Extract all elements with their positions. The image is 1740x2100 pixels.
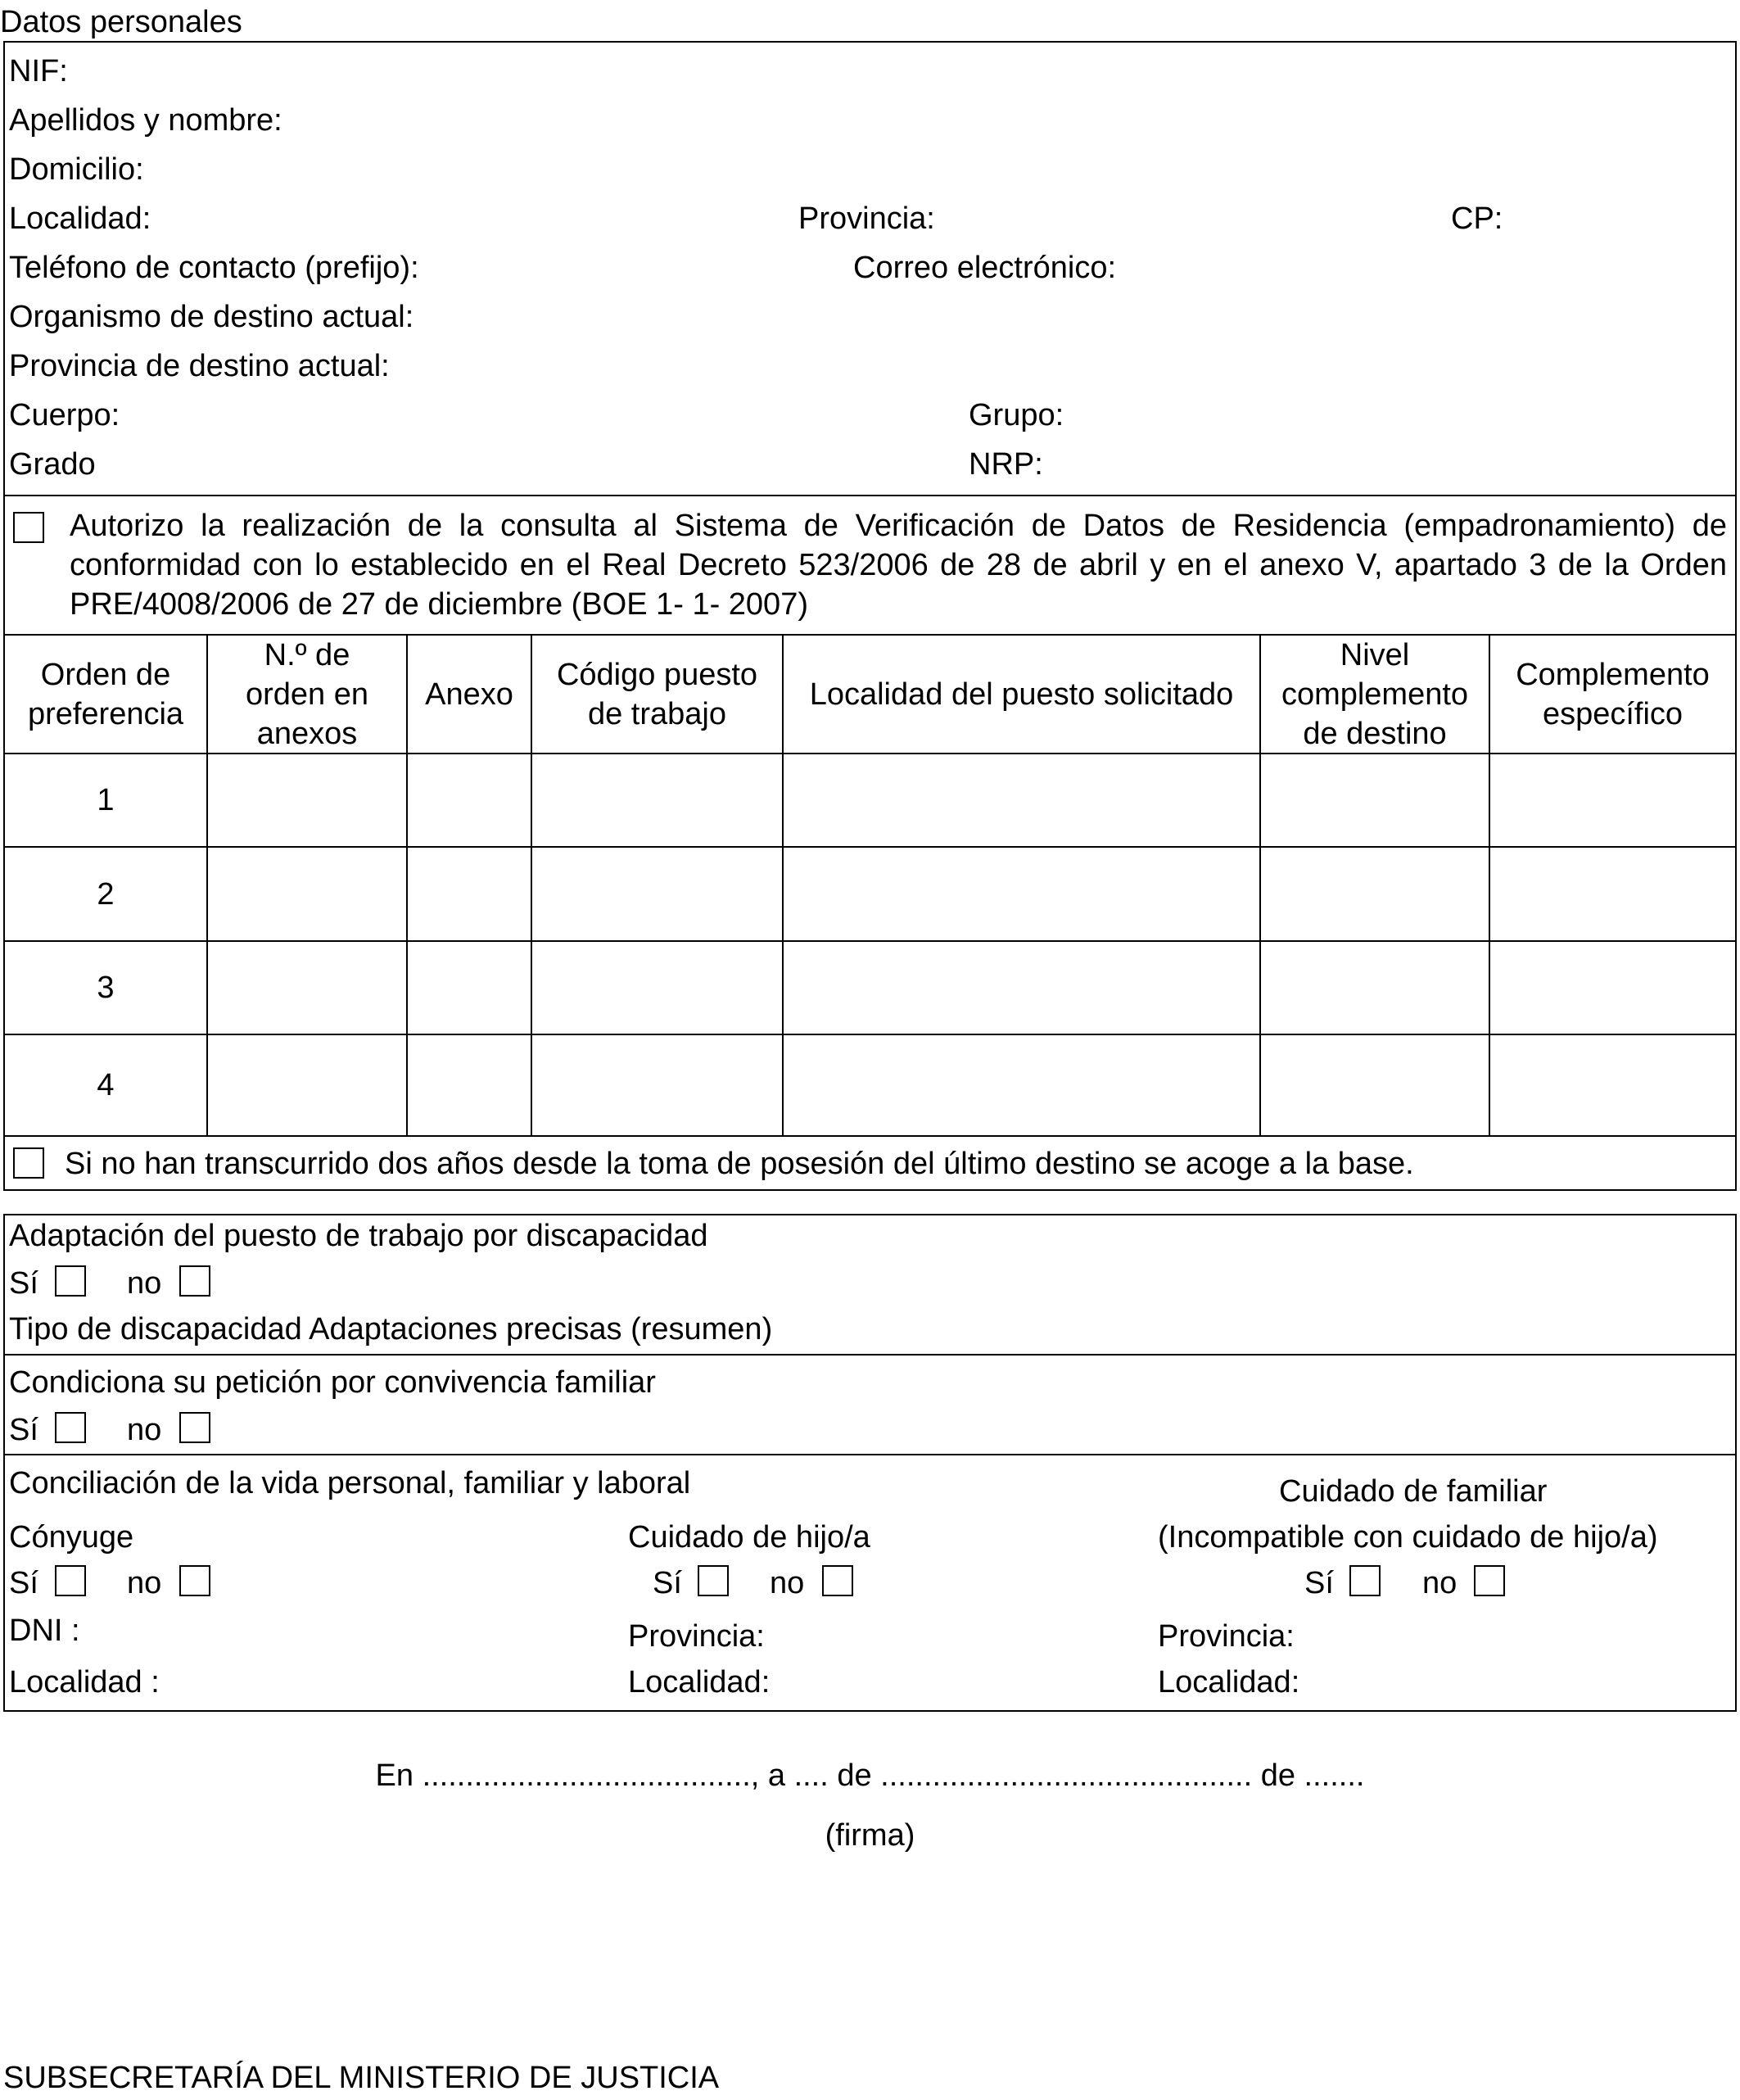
consent-text: Autorizo la realización de la consulta al Sistema de Verificación de Datos de Residencia (empadronamiento) de conformidad con lo establecido en el Real Decreto 523/2006 de 28 de abril y en el anexo V, apartado 3 de la Orden PRE/4008/2006 de 27 de diciembre (BOE 1- 1- 2007) [70, 509, 1727, 622]
conciliacion-title: Conciliación de la vida personal, familiar y laboral [9, 1466, 691, 1500]
hijo-provincia-label: Provincia: [628, 1619, 765, 1654]
adaptacion-title: Adaptación del puesto de trabajo por discapacidad [9, 1219, 708, 1253]
dni-label: DNI : [9, 1613, 80, 1648]
hijo-no-label: no [770, 1566, 805, 1600]
condiciona-si-checkbox[interactable] [55, 1412, 86, 1443]
lower-divider [3, 1354, 1737, 1355]
conyuge-si-label: Sí [9, 1566, 38, 1600]
hijo-localidad-label: Localidad: [628, 1665, 771, 1699]
table-row-divider [3, 846, 1737, 848]
table-header-complemento: Complemento específico [1516, 657, 1710, 731]
lower-box [3, 1214, 1737, 1712]
signature-line: En ......................................, a .... de ........................................... de ....... [375, 1758, 1365, 1793]
table-row-number: 2 [97, 876, 115, 912]
table-header-nivel: Nivel complemento de destino [1281, 637, 1469, 751]
familiar-sub: (Incompatible con cuidado de hijo/a) [1158, 1520, 1658, 1555]
table-header-orden: Orden de preferencia [27, 657, 184, 731]
familiar-si-checkbox[interactable] [1349, 1565, 1381, 1596]
table-header-anexo: Anexo [425, 677, 513, 712]
base-text: Si no han transcurrido dos años desde la toma de posesión del último destino se acoge a la base. [65, 1147, 1414, 1181]
condiciona-title: Condiciona su petición por convivencia familiar [9, 1365, 656, 1400]
conyuge-no-checkbox[interactable] [179, 1565, 210, 1596]
firma-label: (firma) [825, 1818, 915, 1853]
consent-checkbox[interactable] [13, 512, 44, 543]
adaptacion-no-label: no [127, 1266, 162, 1301]
telefono-label: Teléfono de contacto (prefijo): [9, 251, 419, 285]
table-row-divider [3, 1034, 1737, 1035]
apellidos-label: Apellidos y nombre: [9, 103, 282, 138]
footer-text: SUBSECRETARÍA DEL MINISTERIO DE JUSTICIA [3, 2061, 720, 2095]
familiar-title: Cuidado de familiar [1279, 1474, 1548, 1509]
adaptacion-no-checkbox[interactable] [179, 1265, 210, 1297]
familiar-no-label: no [1422, 1566, 1458, 1600]
table-header-numero: N.º de orden en anexos [245, 637, 368, 751]
table-row-number: 1 [97, 783, 115, 817]
condiciona-si-label: Sí [9, 1413, 38, 1447]
section-title: Datos personales [0, 5, 242, 39]
adaptacion-si-checkbox[interactable] [55, 1265, 86, 1297]
base-checkbox[interactable] [13, 1147, 44, 1179]
familiar-provincia-label: Provincia: [1158, 1619, 1295, 1654]
table-row-number: 4 [97, 1068, 115, 1102]
grupo-label: Grupo: [969, 398, 1064, 432]
familiar-localidad-label: Localidad: [1158, 1665, 1300, 1699]
conyuge-label: Cónyuge [9, 1520, 134, 1555]
conyuge-no-label: no [127, 1566, 162, 1600]
hijo-label: Cuidado de hijo/a [628, 1520, 870, 1555]
hijo-si-checkbox[interactable] [698, 1565, 729, 1596]
nif-label: NIF: [9, 54, 68, 88]
provincia-label: Provincia: [798, 201, 935, 236]
grado-label: Grado [9, 447, 96, 482]
conyuge-localidad-label: Localidad : [9, 1665, 160, 1699]
cuerpo-label: Cuerpo: [9, 398, 120, 432]
provincia-destino-label: Provincia de destino actual: [9, 349, 390, 383]
table-header-localidad: Localidad del puesto solicitado [809, 677, 1234, 712]
table-row-divider [3, 940, 1737, 942]
condiciona-no-checkbox[interactable] [179, 1412, 210, 1443]
adaptacion-tipo: Tipo de discapacidad Adaptaciones precisas (resumen) [9, 1312, 773, 1346]
condiciona-no-label: no [127, 1413, 162, 1447]
lower-divider [3, 1454, 1737, 1455]
hijo-no-checkbox[interactable] [822, 1565, 853, 1596]
table-header-codigo: Código puesto de trabajo [556, 657, 758, 731]
adaptacion-si-label: Sí [9, 1266, 38, 1301]
correo-label: Correo electrónico: [853, 251, 1117, 285]
table-row-number: 3 [97, 971, 115, 1005]
organismo-label: Organismo de destino actual: [9, 300, 414, 334]
conyuge-si-checkbox[interactable] [55, 1565, 86, 1596]
localidad-label: Localidad: [9, 201, 151, 236]
domicilio-label: Domicilio: [9, 152, 144, 187]
familiar-si-label: Sí [1304, 1566, 1334, 1600]
hijo-si-label: Sí [653, 1566, 682, 1600]
familiar-no-checkbox[interactable] [1474, 1565, 1505, 1596]
cp-label: CP: [1451, 201, 1503, 236]
nrp-label: NRP: [969, 447, 1043, 482]
